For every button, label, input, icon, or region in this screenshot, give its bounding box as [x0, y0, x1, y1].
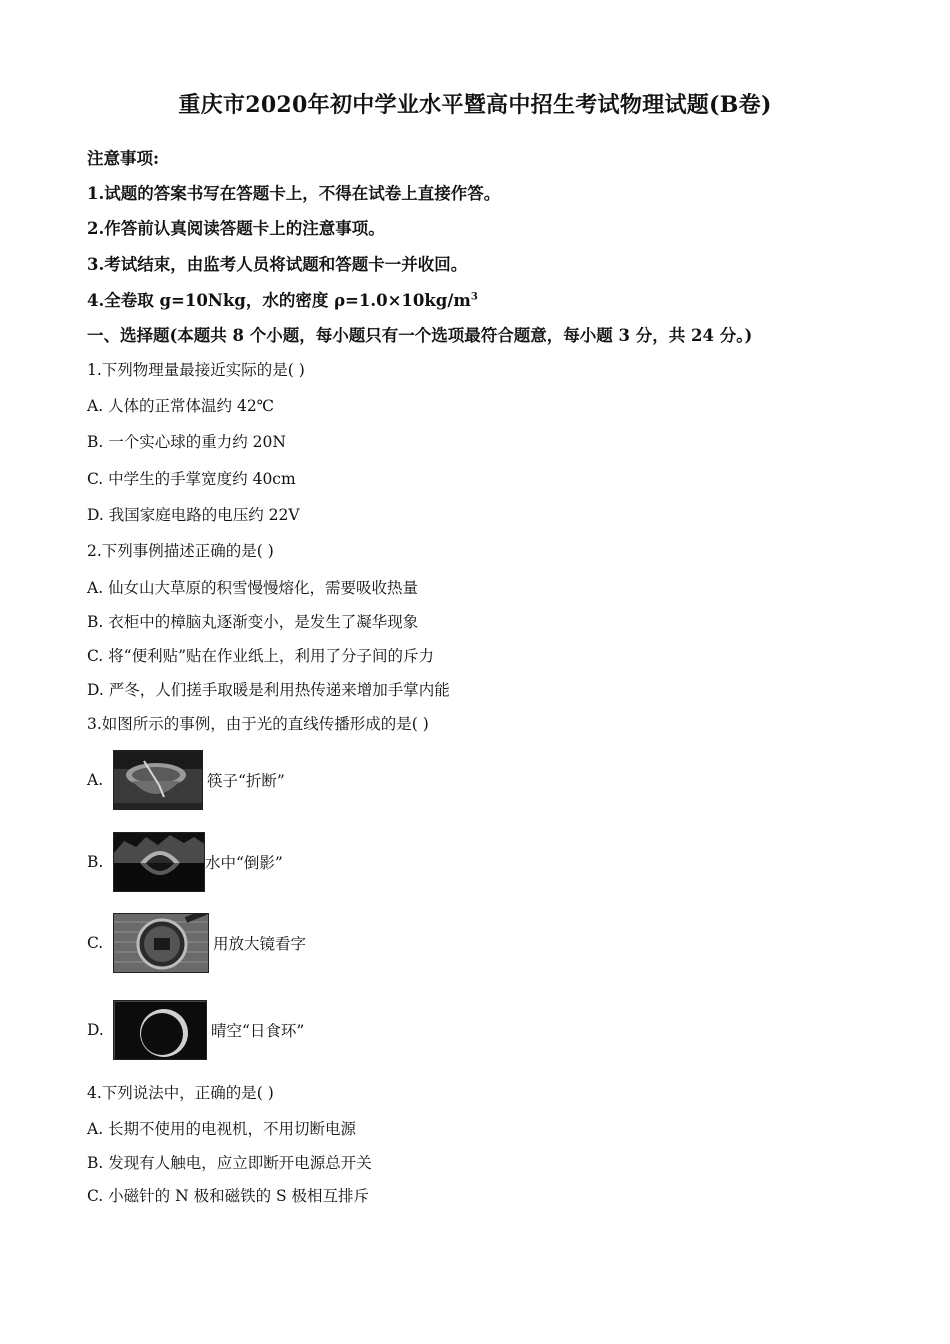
question-4-option-a: A. 长期不使用的电视机，不用切断电源	[87, 1120, 357, 1138]
question-3-option-a	[87, 750, 285, 810]
question-3-option-d	[87, 1000, 304, 1060]
note-item-3: 3.考试结束，由监考人员将试题和答题卡一并收回。	[87, 255, 468, 274]
option-caption: 晴空“日食环”	[211, 1022, 305, 1040]
option-letter: B.	[87, 853, 104, 871]
chopsticks-in-water-photo	[113, 750, 203, 810]
option-caption: 水中“倒影”	[205, 854, 283, 872]
solar-eclipse-ring-photo	[113, 1000, 207, 1060]
question-4-option-c: C. 小磁针的 N 极和磁铁的 S 极相互排斥	[87, 1187, 370, 1205]
note-item-1: 1.试题的答案书写在答题卡上，不得在试卷上直接作答。	[87, 184, 501, 203]
question-4-stem: 4.下列说法中，正确的是( )	[87, 1084, 274, 1102]
note-item-4-text: 4.全卷取 g=10Nkg，水的密度 ρ=1.0×10kg/m	[87, 291, 471, 310]
question-3-option-c	[87, 913, 306, 973]
question-3-stem: 3.如图所示的事例，由于光的直线传播形成的是( )	[87, 715, 429, 733]
option-caption: 用放大镜看字	[213, 935, 307, 953]
question-2-option-d: D. 严冬，人们搓手取暖是利用热传递来增加手掌内能	[87, 681, 450, 699]
note-item-4	[87, 287, 478, 311]
question-3-option-b	[87, 832, 283, 892]
question-2-option-c: C. 将“便利贴”贴在作业纸上，利用了分子间的斥力	[87, 647, 435, 665]
section-heading: 一、选择题(本题共 8 个小题，每小题只有一个选项最符合题意，每小题 3 分，共 24 分。)	[87, 326, 753, 345]
magnifier-reading-photo	[113, 913, 209, 973]
question-1-stem: 1.下列物理量最接近实际的是( )	[87, 361, 305, 379]
note-item-4-sup: 3	[470, 291, 478, 303]
question-1-option-a: A. 人体的正常体温约 42℃	[87, 397, 275, 415]
option-letter: C.	[87, 934, 104, 952]
question-1-option-c: C. 中学生的手掌宽度约 40cm	[87, 470, 296, 488]
option-caption: 筷子“折断”	[207, 772, 285, 790]
question-1-option-b: B. 一个实心球的重力约 20N	[87, 433, 286, 451]
question-2-stem: 2.下列事例描述正确的是( )	[87, 542, 274, 560]
option-letter: A.	[87, 771, 104, 789]
note-item-2: 2.作答前认真阅读答题卡上的注意事项。	[87, 219, 385, 238]
notes-heading: 注意事项:	[87, 149, 160, 168]
option-letter: D.	[87, 1021, 104, 1039]
question-4-option-b: B. 发现有人触电，应立即断开电源总开关	[87, 1154, 372, 1172]
question-2-option-a: A. 仙女山大草原的积雪慢慢熔化，需要吸收热量	[87, 579, 419, 597]
water-reflection-photo	[113, 832, 205, 892]
page-title: 重庆市2020年初中学业水平暨高中招生考试物理试题(B卷)	[178, 92, 772, 118]
question-2-option-b: B. 衣柜中的樟脑丸逐渐变小，是发生了凝华现象	[87, 613, 419, 631]
question-1-option-d: D. 我国家庭电路的电压约 22V	[87, 506, 300, 524]
